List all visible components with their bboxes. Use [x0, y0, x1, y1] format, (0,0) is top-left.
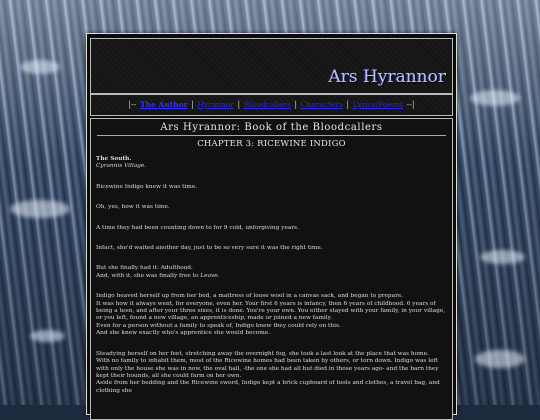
book-title: Ars Hyrannor: Book of the Bloodcallers [97, 122, 446, 136]
nav-link-the-author[interactable]: The Author [140, 100, 188, 109]
nav-link-lyrics-poems[interactable]: Lyrics/Poems [352, 100, 403, 109]
nav-separator: | [346, 100, 350, 109]
paragraph: Infact, she'd waited another day, just to be so very sure it was the right time. [96, 245, 323, 252]
site-banner [90, 38, 453, 94]
paragraph: Steadying herself on her feet, stretching away the overnight fog, she took a last look at the place that was home. [96, 350, 429, 357]
story-text [91, 156, 452, 395]
page-frame [86, 33, 457, 415]
nav-close: --| [406, 100, 415, 109]
nav-link-hyrannor[interactable]: Hyrannor [197, 100, 234, 109]
nav-link-characters[interactable]: Characters [300, 100, 343, 109]
nav-separator: | [191, 100, 194, 109]
paragraph: Aside from her bedding and the Ricewine sword, Indigo kept a brick cupboard of tools and clothes, a travel bag, and clothing she [96, 380, 440, 394]
nav-separator: | [237, 100, 241, 109]
paragraph: Even for a person without a family to speak of, Indigo knew they could rely on this. [96, 322, 341, 329]
chapter-title: CHAPTER 3: RICEWINE INDIGO [197, 139, 346, 149]
paragraph: Oh, yes, how it was time. [96, 204, 170, 211]
paragraph: And, with it, she was finally free to Leave. [96, 272, 220, 279]
paragraph: With no family to inhabit them, most of the Ricewine homes had been taken by others, or torn down. Indigo was left with only the house she was in now, the oval hall, -the one she had all but died in those years ago- and the barn they kept their hounds, all she could farm on her own. [96, 358, 439, 379]
nav-link-bloodcallers[interactable]: Bloodcallers [243, 100, 291, 109]
nav-open: |-- [128, 100, 137, 109]
site-title[interactable]: Ars Hyrannor [328, 67, 446, 87]
paragraph: Ricewine Indigo knew it was time. [96, 183, 198, 190]
paragraph: And she knew exactly who's apprentice she would become. [96, 330, 270, 337]
nav-bar [90, 94, 453, 116]
paragraph: It was how it always went, for everyone, even her. Your first 6 years is infancy, then 6 years of childhood. 6 years of being a teen, and after your three sixes, it is done. You're your own. You either stayed with your family, in your village, or you left, found a new village, an apprenticeship, made or joined a new family. [96, 300, 446, 322]
paragraph: But she finally had it: Adulthood. [96, 265, 193, 272]
content-panel[interactable] [90, 118, 453, 420]
paragraph: A time they had been counting down to for 9 cold, unforgiving years. [96, 224, 299, 231]
paragraph: Indigo heaved herself up from her bed, a mattress of loose wool in a canvas sack, and began to prepare. [96, 293, 404, 300]
nav-separator: | [294, 100, 298, 109]
location-line: Cyrannis Village. [96, 163, 147, 170]
section-heading: The South. [96, 156, 132, 162]
